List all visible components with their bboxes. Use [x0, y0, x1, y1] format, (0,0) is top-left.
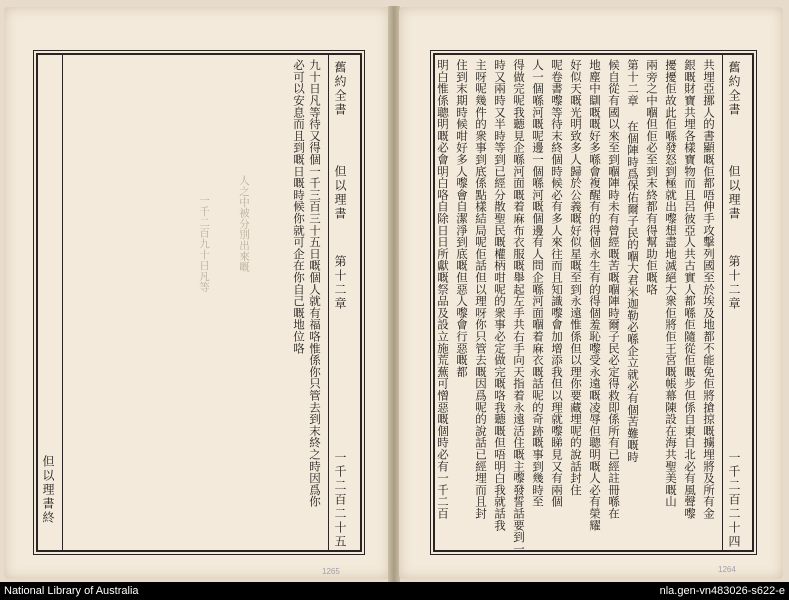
right-text-column-15: 明白惟係聰明嘅必會明白咯自除日日所獻嘅祭品及設立施荒蕪可憎惡嘅個時必有一千二百	[436, 59, 450, 520]
left-text-column-2: 必可以安息而且到嘅日嘅時候你就可企在你自己嘅地位咯	[292, 59, 306, 354]
right-text-column-13: 主呀呢幾件的衆事到底係點樣結局呢佢話但以理呀你只管去嘅因爲呢的說話已經埋而且封	[474, 59, 488, 520]
right-text-column-6: 候自從有國以來至到嗰陣時未有曾經嘅苦嘅嗰陣時爾子民必定得救即係所有已經註冊喺在	[607, 59, 621, 520]
bleed-column-1: 人之中被分別出來嘅	[238, 175, 250, 273]
right-book-name: 但以理書	[727, 165, 741, 221]
right-book-title: 舊約全書	[727, 61, 741, 117]
right-text-column-11: 得做完呢我聽見企喺河面嘅着麻布衣服嘅舉起左手共右手向天指着永遠活住嘅主嚟發誓話要到一	[512, 59, 526, 555]
right-text-column-1: 共埋亞挪人的書顯嘅佢都唔伸手攻擊列國至於埃及地都不能免佢將搶掠嘅擄埋將及所有金	[702, 59, 716, 520]
footer-library-name: National Library of Australia	[4, 585, 139, 597]
right-pencil-mark: 1264	[718, 565, 736, 574]
right-text-column-2: 銀嘅財寶共埋各樣寶物而且呂彼亞人共古實人都喺佢隨從佢嘅步但係自東自北必有風聲嚟	[683, 59, 697, 520]
left-end-rule	[62, 55, 63, 550]
right-text-column-4: 兩旁之中嗰但佢必至到末終都有得幫助佢嘅咯	[645, 59, 659, 295]
left-page-frame	[36, 53, 362, 552]
left-chapter: 第十二章	[333, 255, 347, 311]
left-book-name: 但以理書	[333, 165, 347, 221]
left-text-column-1: 九十日凡等待又得個一千三百三十五日嘅個人就有福咯惟係你只管去到末終之時因爲你	[308, 59, 322, 508]
right-head-rule	[722, 55, 723, 550]
footer-bar	[0, 582, 789, 600]
right-text-column-12: 時又兩時又半時等到已經分散聖民嘅權柄咁呢的衆事必定做完嘅咯我聽嘅但唔明白我就話我	[493, 59, 507, 531]
bleed-column-2: 一千二百九十日凡等	[198, 195, 210, 293]
left-book-title: 舊約全書	[333, 61, 347, 117]
right-page-frame	[433, 53, 754, 555]
right-page-number: 一千二百二十四	[727, 451, 741, 549]
right-chapter: 第十二章	[727, 255, 741, 311]
right-text-column-14: 住到末期時候咁好多人嚟會自潔淨到底嘅但惡人嚟會行惡嘅都	[455, 59, 469, 378]
right-text-column-10: 人一個喺河嘅呢邊一個喺河嘅個邊有人問企喺河面嗰着麻衣嘅話呢的奇跡嘅事到幾時至	[531, 59, 545, 508]
left-pencil-mark: 1265	[322, 567, 340, 576]
left-head-rule	[328, 55, 329, 550]
left-page-number: 一千二百二十五	[333, 451, 347, 549]
right-text-column-7: 地塵中瞓嘅嘅好多喺會複醒有的得個永生有的得個羞恥嚟受永遠嘅凌辱但聰明嘅人必有榮耀	[588, 59, 602, 531]
right-text-column-3: 擾擾佢故此佢喺發怒到極就出嚟想盡地滅絕大衆佢將佢王宮嘅帳幕陳設在海共聖美嘅山	[664, 59, 678, 508]
right-text-column-5: 第十二章 在個陣時爲保佑爾子民的嗰大君米迦勒必喺企立就必有個苦難嘅時	[626, 59, 640, 463]
footer-record-id: nla.gen-vn483026-s622-e	[659, 585, 785, 597]
book-end-mark: 但以理書終	[41, 455, 55, 525]
right-text-column-8: 好似天嘅光明致多人歸於公義嘅好似星嘅至到永遠惟係但以理你要藏埋呢的說話封住	[569, 59, 583, 496]
right-text-column-9: 呢卷書嚟等待末終個時候必有多人來往而且知識嚟會加增添我但以理就嚟睇見又有兩個	[550, 59, 564, 508]
